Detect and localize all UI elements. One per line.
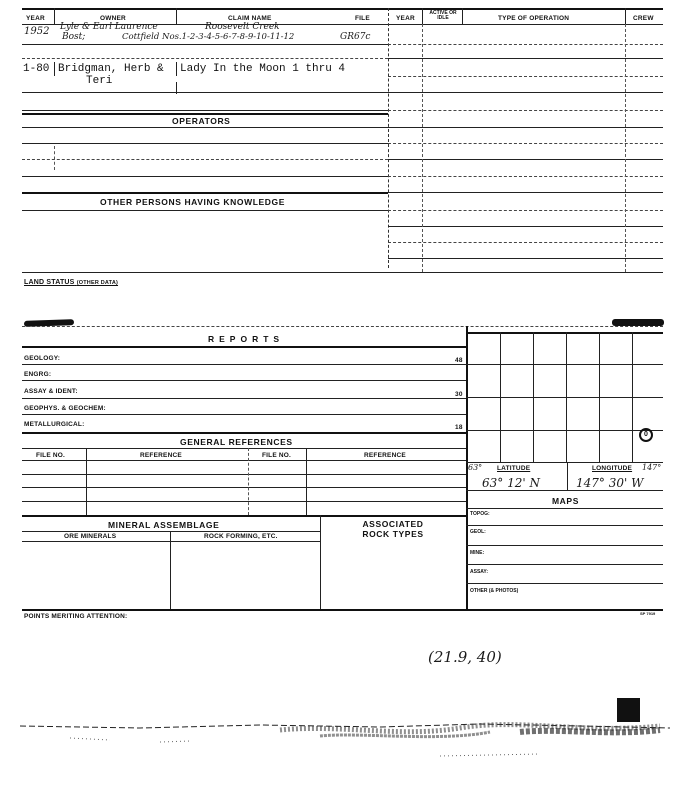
scan-noise-strip xyxy=(20,718,670,768)
header-year-2: YEAR xyxy=(396,15,415,22)
handwritten-owner-line-2: Bost; xyxy=(62,32,86,42)
section-operators: OPERATORS xyxy=(172,116,231,126)
maps-other: OTHER (& PHOTOS) xyxy=(470,588,519,594)
section-mineral-assemblage: MINERAL ASSEMBLAGE xyxy=(108,520,220,530)
section-other-persons: OTHER PERSONS HAVING KNOWLEDGE xyxy=(100,197,286,207)
typed-owner-line-2: Teri xyxy=(86,75,113,87)
longitude-value: 147° 30' W xyxy=(576,476,644,490)
handwritten-file: GR67c xyxy=(340,32,371,42)
header-active-or-idle: ACTIVE OR IDLE xyxy=(429,10,457,21)
maps-mine: MINE: xyxy=(470,550,485,556)
handwritten-year: 1952 xyxy=(24,26,50,37)
mineral-col-ore-minerals: ORE MINERALS xyxy=(64,533,117,540)
form-number: SP 7919 xyxy=(640,611,656,616)
gen-ref-col-reference-2: REFERENCE xyxy=(364,452,406,459)
header-file: FILE xyxy=(355,15,370,22)
report-metallurgical-label: METALLURGICAL: xyxy=(24,421,85,428)
section-maps: MAPS xyxy=(552,496,579,506)
report-assay-label: ASSAY & IDENT: xyxy=(24,388,78,395)
header-type-of-operation: TYPE OF OPERATION xyxy=(498,15,570,22)
coordinate-note: (21.9, 40) xyxy=(428,648,502,666)
gen-ref-col-file-no-2: FILE NO. xyxy=(262,452,292,459)
gen-ref-col-file-no-1: FILE NO. xyxy=(36,452,66,459)
latitude-prefix: 63° xyxy=(468,463,483,472)
section-associated-rock-types: ASSOCIATED ROCK TYPES xyxy=(362,519,424,539)
handwritten-claim-line-1: Roosevelt Creek xyxy=(205,22,280,32)
mineral-col-rock-forming: ROCK FORMING, ETC. xyxy=(204,533,278,540)
circled-mark: 0 xyxy=(639,428,653,442)
header-year: YEAR xyxy=(26,15,45,22)
land-status-label: LAND STATUS (OTHER DATA) xyxy=(24,279,119,286)
maps-geol: GEOL: xyxy=(470,529,486,535)
scan-smudge-right xyxy=(612,319,664,326)
report-geophys-label: GEOPHYS. & GEOCHEM: xyxy=(24,405,106,412)
report-metallurgical-num: 18 xyxy=(455,424,463,431)
points-meriting-attention: POINTS MERITING ATTENTION: xyxy=(24,613,128,620)
gen-ref-col-reference-1: REFERENCE xyxy=(140,452,182,459)
header-crew: CREW xyxy=(633,15,654,22)
handwritten-claim-line-2: Cottfield Nos.1-2-3-4-5-6-7-8-9-10-11-12 xyxy=(122,32,295,42)
report-assay-num: 30 xyxy=(455,391,463,398)
report-engrg-label: ENGRG: xyxy=(24,371,52,378)
longitude-label: LONGITUDE xyxy=(592,465,633,472)
latitude-label: LATITUDE xyxy=(497,465,531,472)
maps-topog: TOPOG: xyxy=(470,511,490,517)
handwritten-owner-line-1: Lyle & Earl Laurence xyxy=(60,22,158,32)
typed-claim-name: Lady In the Moon 1 thru 4 xyxy=(180,63,346,75)
header-owner: OWNER xyxy=(100,15,126,22)
typed-year: 1-80 xyxy=(23,63,50,75)
latitude-value: 63° 12' N xyxy=(482,476,540,490)
section-reports: REPORTS xyxy=(208,334,285,344)
header-claim-name: CLAIM NAME xyxy=(228,15,272,22)
longitude-prefix: 147° xyxy=(642,463,662,472)
report-geology-label: GEOLOGY: xyxy=(24,355,61,362)
report-geology-num: 48 xyxy=(455,357,463,364)
typed-owner-line-1: Bridgman, Herb & xyxy=(58,63,164,75)
maps-assay: ASSAY: xyxy=(470,569,489,575)
section-general-references: GENERAL REFERENCES xyxy=(180,437,293,447)
